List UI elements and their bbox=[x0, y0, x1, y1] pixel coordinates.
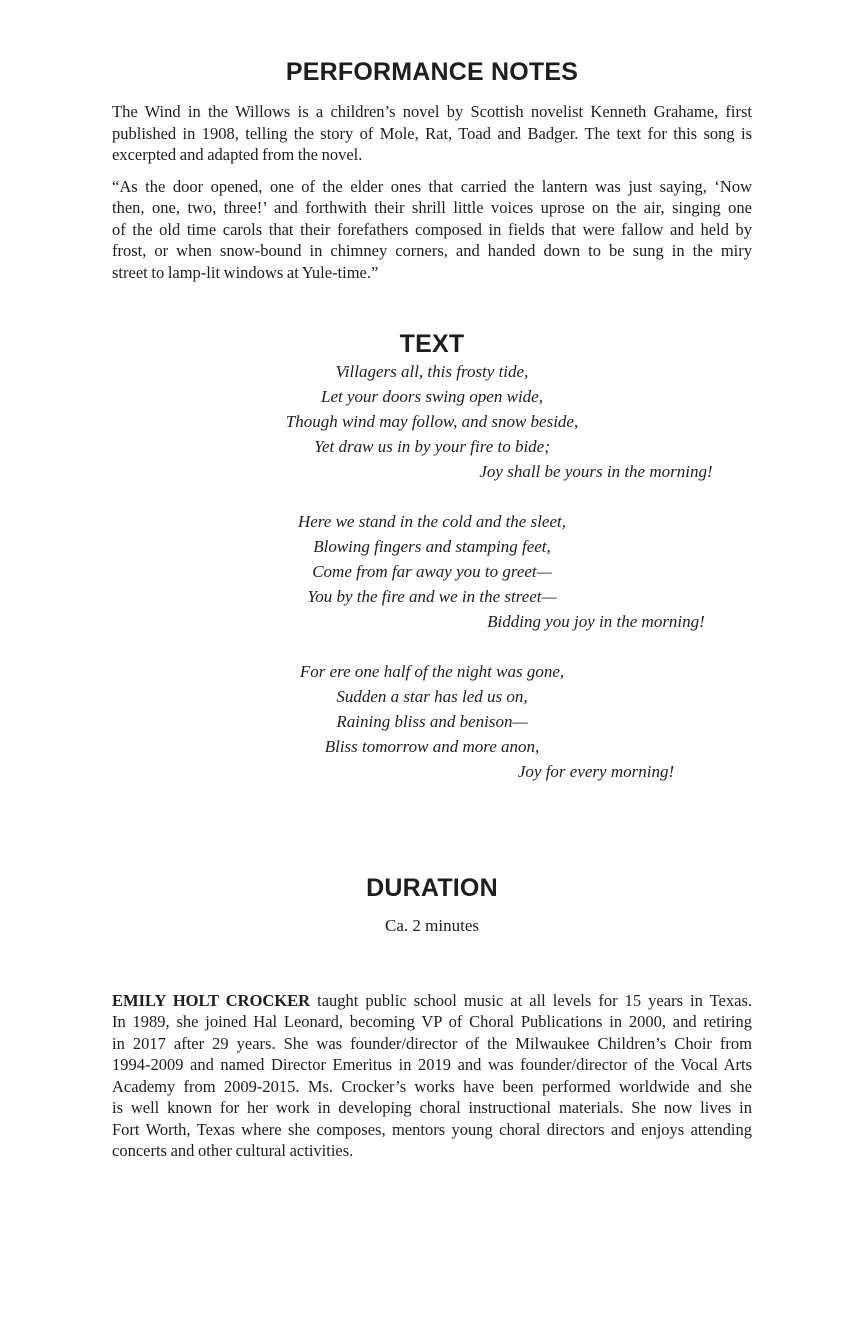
poem-line: Come from far away you to greet— bbox=[312, 562, 552, 581]
poem-line: For ere one half of the night was gone, bbox=[299, 662, 565, 681]
stanza-1 bbox=[112, 359, 752, 484]
bio-line: in 2017 after 29 years. She was founder/director of the Milwaukee Children’s Choir from bbox=[112, 1033, 752, 1053]
bio-first-line-rest: taught public school music at all levels for 15 years in Texas. bbox=[310, 990, 752, 1010]
duration-value: Ca. 2 minutes bbox=[385, 916, 479, 935]
text-line: published in 1908, telling the story of Mole, Rat, Toad and Badger. The text for this song is bbox=[112, 123, 752, 143]
text-line: “As the door opened, one of the elder ones that carried the lantern was just saying, ‘Now bbox=[112, 176, 752, 196]
performance-notes-heading: PERFORMANCE NOTES bbox=[285, 58, 579, 86]
poem-line: Yet draw us in by your fire to bide; bbox=[314, 437, 550, 456]
bio-line: Fort Worth, Texas where she composes, mentors young choral directors and enjoys attending bbox=[112, 1119, 752, 1139]
bio-line: 1994-2009 and named Director Emeritus in 2019 and was founder/director of the Vocal Arts bbox=[112, 1055, 752, 1074]
poem-line: Let your doors swing open wide, bbox=[321, 387, 543, 406]
duration-heading: DURATION bbox=[366, 874, 498, 902]
text-line: frost, or when snow-bound in chimney corners, and handed down to be sung in the miry bbox=[112, 241, 752, 260]
poem-line: Villagers all, this frosty tide, bbox=[335, 362, 529, 381]
bio-first-line bbox=[112, 990, 752, 1012]
poem-line: Here we stand in the cold and the sleet, bbox=[297, 512, 566, 531]
text-line: The Wind in the Willows is a children’s novel by Scottish novelist Kenneth Grahame, first bbox=[112, 102, 752, 121]
text-line: street to lamp-lit windows at Yule-time.” bbox=[112, 262, 379, 282]
text-line: then, one, two, three!’ and forthwith their shrill little voices uprose on the air, singing one bbox=[112, 198, 752, 217]
bio-line: Academy from 2009-2015. Ms. Crocker’s works have been performed worldwide and she bbox=[112, 1076, 752, 1096]
lyric-text bbox=[112, 359, 752, 784]
text-heading: TEXT bbox=[399, 330, 465, 358]
poem-line: Sudden a star has led us on, bbox=[336, 687, 528, 706]
poem-line: Though wind may follow, and snow beside, bbox=[285, 412, 579, 431]
novel-quote-paragraph bbox=[112, 176, 752, 284]
bio-line: is well known for her work in developing choral instructional materials. She now lives in bbox=[112, 1098, 752, 1117]
poem-refrain-line: Bidding you joy in the morning! bbox=[487, 612, 705, 631]
bio-line: In 1989, she joined Hal Leonard, becoming VP of Choral Publications in 2000, and retiring bbox=[112, 1012, 752, 1031]
text-line: of the old time carols that their forefathers composed in fields that were fallow and held by bbox=[112, 219, 752, 239]
poem-line: Blowing fingers and stamping feet, bbox=[313, 537, 551, 556]
stanza-3 bbox=[112, 659, 752, 784]
poem-refrain-line: Joy shall be yours in the morning! bbox=[479, 462, 713, 481]
poem-line: Bliss tomorrow and more anon, bbox=[324, 737, 540, 756]
bio-line: concerts and other cultural activities. bbox=[112, 1141, 354, 1160]
stanza-2 bbox=[112, 509, 752, 634]
poem-line: You by the fire and we in the street— bbox=[307, 587, 557, 606]
composer-bio-paragraph bbox=[112, 990, 752, 1162]
poem-refrain-line: Joy for every morning! bbox=[517, 762, 675, 781]
poem-line: Raining bliss and benison— bbox=[336, 712, 528, 731]
bio-composer-name: EMILY HOLT CROCKER bbox=[112, 990, 311, 1010]
intro-paragraph bbox=[112, 101, 752, 166]
text-line: excerpted and adapted from the novel. bbox=[112, 145, 363, 164]
